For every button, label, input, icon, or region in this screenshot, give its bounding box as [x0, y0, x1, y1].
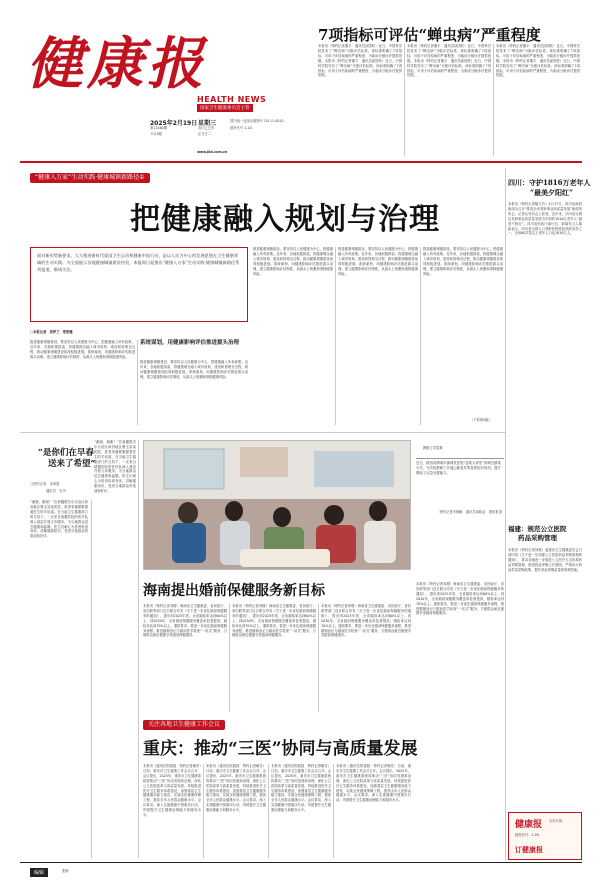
date-block: [150, 118, 320, 148]
pullquote-line2: 送来了希望”: [48, 459, 96, 469]
weekday: 星期三: [198, 120, 217, 127]
ad-text: 全年订阅: [549, 819, 563, 823]
pullquote-byline2: 通讯员 安杰: [46, 489, 66, 493]
chongqing-col4: 本报讯（通讯员郭钱钱 特约记者喻芳）日前，重庆市卫生健康工作会议召开。会议提出，2025年，重庆市卫生健康系统将推动“三医”协同发展和治理，深化公立医院改革与高质量发展，持续推进医疗卫生服务体系建设，加强基层卫生健康服务能力建设，实施全民健康保障工程，提高全市人民群众健康水平。会议要求，深入实施健康中国重庆行动，巩固提升卫生健康治理能力和服务水平。: [336, 764, 411, 803]
top-article-col1: 本报讯（特约记者董平 通讯员邱国松）近日，中国科学院发布了“蝉虫病”分级评估标准。该标准明确了7项指标，可用于评估疾病的严重程度，为临床分级诊疗提供依据。本报讯（特约记者董平 通讯员邱国松）近日，中国科学院发布了“蝉虫病”分级评估标准。该标准明确了7项指标，可用于评估疾病的严重程度，为临床分级诊疗提供依据。: [318, 44, 402, 78]
chongqing-title: 重庆：推动“三医”协同与高质量发展: [143, 739, 418, 759]
hainan-col4: 本报讯（特约记者刘增）海南省卫生健康委、省民政厅、省妇联等部门近日联合印发《关于进一步优化婚前保健服务的通知》，提出到2025年底，全省婚检率达到60%以上；到2030年，全省婚前保健服务覆盖率显著提高，婚检率达到70%以上。通知要求，要进一步优化婚前保健服务流程，推进婚姻登记与婚前医学检查“一站式”服务，方便群众就近便捷享受婚前保健服务。: [416, 582, 504, 616]
issue-number: 第12460期: [150, 126, 168, 130]
photo-caption-box: [416, 458, 504, 498]
hainan-col1: 本报讯（特约记者刘增）海南省卫生健康委、省民政厅、省妇联等部门近日联合印发《关于进一步优化婚前保健服务的通知》，提出到2025年底，全省婚检率达到60%以上；到2030年，全省婚前保健服务覆盖率显著提高，婚检率达到70%以上。通知要求，要进一步优化婚前保健服务流程，推进婚姻登记与婚前医学检查“一站式”服务，方便群众就近便捷享受婚前保健服务。: [143, 604, 227, 638]
feature-col3: 推进健康城镇建设，要坚持以人民健康为中心，把健康融入所有政策。近年来，各地积极探索，将健康理念融入城市规划、建设和管理全过程，推动健康城镇建设取得积极进展。系统谋划，用健康影响评估推进源头治理。建立健康影响评估制度，从源头上规避和消除健康风险。: [253, 247, 333, 276]
lunar-year: 农历乙巳年: [198, 126, 215, 130]
photo-credit: 特约记者李海鹏 通讯员周晓金 摄影报道: [439, 510, 502, 514]
side-headline-1: 四川：守护1816万老年人: [508, 178, 591, 187]
feature-title: 把健康融入规划与治理: [130, 202, 440, 237]
masthead-divider: [20, 161, 582, 163]
feature-col4: 推进健康城镇建设，要坚持以人民健康为中心，把健康融入所有政策。近年来，各地积极探索，将健康理念融入城市规划、建设和管理全过程，推动健康城镇建设取得积极进展。系统谋划，用健康影响评估推进源头治理。建立健康影响评估制度，从源头上规避和消除健康风险。: [338, 247, 418, 276]
feature-subhead: 系统谋划，用健康影响评估推进源头治理: [140, 340, 240, 346]
hainan-col3: 本报讯（特约记者刘增）海南省卫生健康委、省民政厅、省妇联等部门近日联合印发《关于进一步优化婚前保健服务的通知》，提出到2025年底，全省婚检率达到60%以上；到2030年，全省婚前保健服务覆盖率显著提高，婚检率达到70%以上。通知要求，要进一步优化婚前保健服务流程，推进婚姻登记与婚前医学检查“一站式”服务，方便群众就近便捷享受婚前保健服务。: [321, 604, 411, 638]
feature-col2: 推进健康城镇建设，要坚持以人民健康为中心，把健康融入所有政策。近年来，各地积极探索，将健康理念融入城市规划、建设和管理全过程，推动健康城镇建设取得积极进展。系统谋划，用健康影响评估推进源头治理。建立健康影响评估制度，从源头上规避和消除健康风险。: [140, 360, 248, 379]
hainan-col2: 本报讯（特约记者刘增）海南省卫生健康委、省民政厅、省妇联等部门近日联合印发《关于进一步优化婚前保健服务的通知》，提出到2025年底，全省婚检率达到60%以上；到2030年，全省婚前保健服务覆盖率显著提高，婚检率达到70%以上。通知要求，要进一步优化婚前保健服务流程，推进婚姻登记与婚前医学检查“一站式”服务，方便群众就近便捷享受婚前保健服务。: [232, 604, 316, 638]
footer-editor-label: 编辑: [30, 868, 48, 877]
top-article-title: 7项指标可评估“蝉虫病”严重程度: [318, 26, 541, 44]
fujian-body: 本报讯（特约记者刘燕）福建省卫生健康委员会日前印发《关于进一步加强公立医院药品采购管理的通知》，要求各地进一步规范公立医疗卫生机构药品采购管理，推进药品采购公开透明，严格执行药品带量采购政策，提升药品采购质量和管理效能。: [508, 548, 582, 572]
page-count: 今日8版: [150, 132, 162, 136]
pullquote-col1: “谢谢，谢谢！”在新疆维吾尔自治区和田地区墨玉县某医院，患者家属紧紧握着医生的手说道。在当地卫生健康部门的支持下，一支来自援疆医院的医疗队深入基层开展义诊服务，为当地群众送去健康和温暖。医生们耐心为患者检查身体，讲解健康知识，受到当地群众的欢迎和好评。: [30, 500, 88, 539]
post-code: 邮发代号 1-20: [230, 126, 252, 130]
feature-lede-box: [30, 247, 248, 322]
photo-first-aid: [143, 440, 411, 570]
footer-editor-name: 张舒: [62, 869, 69, 873]
pullquote-col2: “谢谢，谢谢！”在新疆维吾尔自治区和田地区墨玉县某医院，患者家属紧紧握着医生的手说道。在当地卫生健康部门的支持下，一支来自援疆医院的医疗队深入基层开展义诊服务，为当地群众送去健康和温暖。医生们耐心为患者检查身体，讲解健康知识，受到当地群众的欢迎和好评。: [94, 440, 136, 494]
pullquote-byline1: □特约记者 宋章胜: [30, 482, 60, 486]
ad-brand: 订健康报: [515, 845, 543, 854]
logo-text: 健康报: [27, 31, 207, 97]
chongqing-col1: 本报讯（通讯员郭钱钱 特约记者喻芳）日前，重庆市卫生健康工作会议召开。会议提出，2025年，重庆市卫生健康系统将推动“三医”协同发展和治理，深化公立医院改革与高质量发展，持续推进医疗卫生服务体系建设，加强基层卫生健康服务能力建设，实施全民健康保障工程，提高全市人民群众健康水平。会议要求，深入实施健康中国重庆行动，巩固提升卫生健康治理能力和服务水平。: [143, 764, 201, 818]
fujian-title-1: 福建：规范公立医院: [508, 525, 567, 533]
feature-byline: □本报记者 段梦兰 郑艳雅: [30, 330, 73, 334]
top-article-col3: 本报讯（特约记者董平 通讯员邱国松）近日，中国科学院发布了“蝉虫病”分级评估标准。该标准明确了7项指标，可用于评估疾病的严重程度，为临床分级诊疗提供依据。本报讯（特约记者董平 通讯员邱国松）近日，中国科学院发布了“蝉虫病”分级评估标准。该标准明确了7项指标，可用于评估疾病的严重程度，为临床分级诊疗提供依据。: [496, 44, 580, 78]
ad-logo: 健康报: [515, 820, 543, 830]
cn-code: 国内统一连续出版物号 CN 11-0010: [230, 119, 284, 123]
website[interactable]: www.jkb.com.cn: [197, 150, 228, 154]
masthead-logo: [27, 31, 217, 97]
masthead-subtitle: 国家卫生健康委员会主管: [197, 104, 253, 112]
photo-caption: 近日，陕西省渭南市蒲城县医院“急救大讲堂”到城关镇某小学，为学校教职工开展心肺复苏等急救知识培训，提升教职工应急处置能力。: [416, 461, 501, 475]
side-item-body: 本报讯（特约记者喻文苏）1月17日，四川省政府新闻办召开“推进全省老龄事业高质量发展”新闻发布会，记者从发布会上获悉，近年来，四川省实施以老龄事业高质量发展为引领的1816万老年人“最美夕阳红”。四川省民政厅副厅长、新闻发言人陈新表示，四川是全国人口老龄化程度较高的省份之一，全省60岁及以上老年人口达1816万人。: [508, 202, 582, 236]
photo-first-aid-scene: [144, 441, 411, 570]
feature-col5: 推进健康城镇建设，要坚持以人民健康为中心，把健康融入所有政策。近年来，各地积极探索，将健康理念融入城市规划、建设和管理全过程，推动健康城镇建设取得积极进展。系统谋划，用健康影响评估推进源头治理。建立健康影响评估制度，从源头上规避和消除健康风险。: [423, 247, 503, 276]
chongqing-banner: 关注各地卫生健康工作会议: [143, 720, 225, 730]
feature-lede: 面对新形势新要求，大力推进新时代爱国卫生运动和健康中国行动，是以人民为中心的发展思想在卫生健康领域的生动实践。为全面展示各地健康城镇建设经验，本报即日起推出“健康入万家”生动实践·健康城镇新路径系列报道，敬请关注。: [37, 253, 240, 272]
fujian-title-2: 药品采购管理: [518, 534, 557, 542]
top-article-col2: 本报讯（特约记者董平 通讯员邱国松）近日，中国科学院发布了“蝉虫病”分级评估标准。该标准明确了7项指标，可用于评估疾病的严重程度，为临床分级诊疗提供依据。本报讯（特约记者董平 通讯员邱国松）近日，中国科学院发布了“蝉虫病”分级评估标准。该标准明确了7项指标，可用于评估疾病的严重程度，为临床分级诊疗提供依据。: [407, 44, 491, 78]
chongqing-col2: 本报讯（通讯员郭钱钱 特约记者喻芳）日前，重庆市卫生健康工作会议召开。会议提出，2025年，重庆市卫生健康系统将推动“三医”协同发展和治理，深化公立医院改革与高质量发展，持续推进医疗卫生服务体系建设，加强基层卫生健康服务能力建设，实施全民健康保障工程，提高全市人民群众健康水平。会议要求，深入实施健康中国重庆行动，巩固提升卫生健康治理能力和服务水平。: [206, 764, 266, 813]
subscription-ad[interactable]: [508, 812, 582, 860]
ad-code: 邮发代号：1-20: [515, 833, 539, 837]
hainan-title: 海南提出婚前保健服务新目标: [143, 583, 325, 599]
continued-note: （下转第4版）: [470, 418, 492, 422]
feature-col1: 推进健康城镇建设，要坚持以人民健康为中心，把健康融入所有政策。近年来，各地积极探索，将健康理念融入城市规划、建设和管理全过程，推动健康城镇建设取得积极进展。系统谋划，用健康影响评估推进源头治理。建立健康影响评估制度，从源头上规避和消除健康风险。: [30, 340, 135, 359]
feature-banner: “健康入万家”生动实践·健康城镇新路径①: [30, 173, 150, 183]
chongqing-col3: 本报讯（通讯员郭钱钱 特约记者喻芳）日前，重庆市卫生健康工作会议召开。会议提出，2025年，重庆市卫生健康系统将推动“三医”协同发展和治理，深化公立医院改革与高质量发展，持续推进医疗卫生服务体系建设，加强基层卫生健康服务能力建设，实施全民健康保障工程，提高全市人民群众健康水平。会议要求，深入实施健康中国重庆行动，巩固提升卫生健康治理能力和服务水平。: [271, 764, 331, 813]
photo-label: 教职工学急救: [423, 446, 443, 450]
lunar-date: 正月廿二: [198, 132, 212, 136]
issue-date: 2025年2月19日: [150, 120, 198, 127]
english-title: HEALTH NEWS: [197, 95, 267, 104]
side-headline-2: “最美夕阳红”: [530, 188, 574, 197]
pullquote-line1: “是你们在早春: [38, 448, 94, 458]
